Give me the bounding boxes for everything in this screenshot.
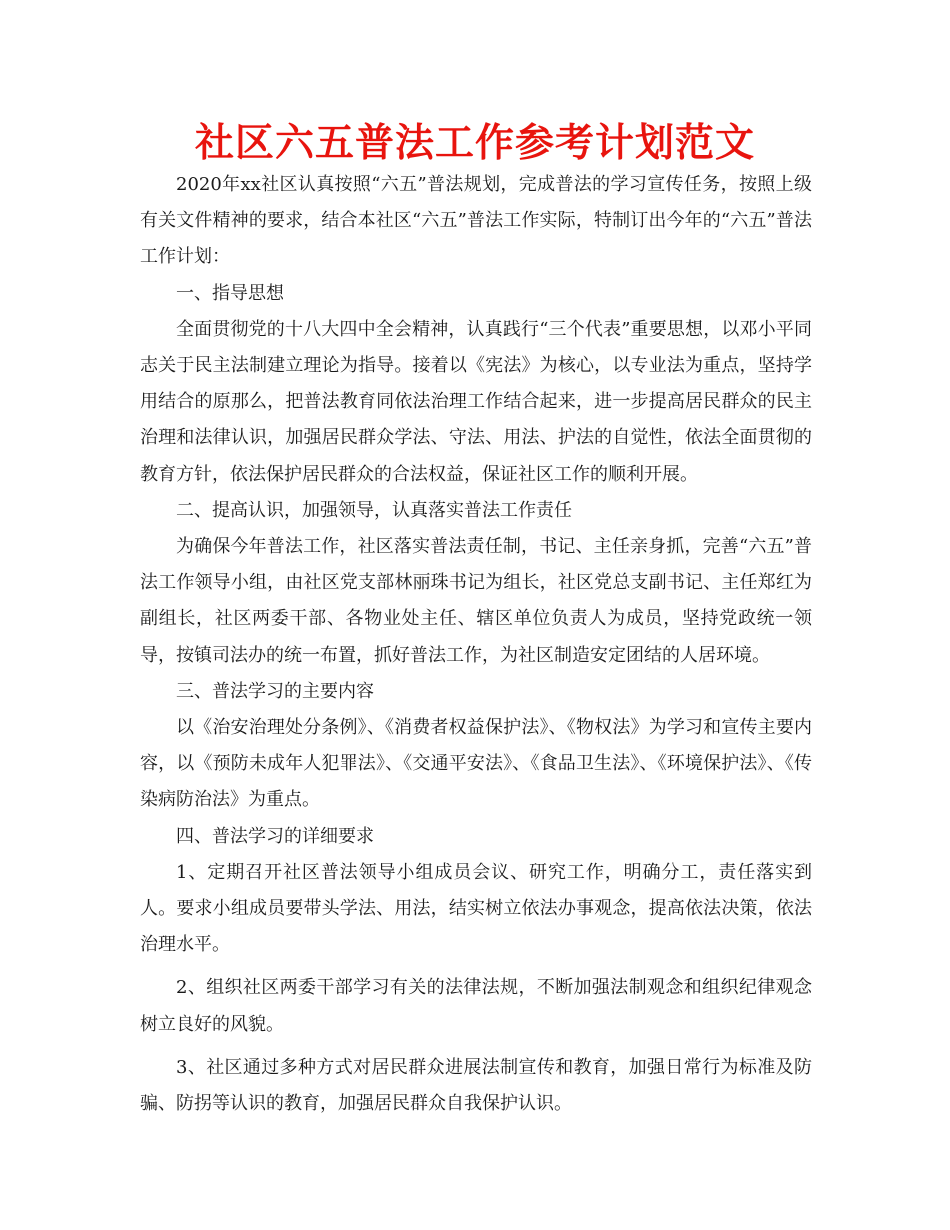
document-body [140, 167, 812, 1122]
section-heading-guiding-ideology: 一、指导思想 [176, 282, 284, 304]
requirement-item-2: 2、组织社区两委干部学习有关的法律法规，不断加强法制观念和组织纪律观念树立良好的风貌。 [140, 977, 812, 1035]
section-heading-requirements: 四、普法学习的详细要求 [176, 825, 374, 847]
section-heading-leadership: 二、提高认识，加强领导，认真落实普法工作责任 [176, 499, 572, 521]
paragraph-leadership: 为确保今年普法工作，社区落实普法责任制，书记、主任亲身抓，完善“六五”普法工作领导小组，由社区党支部林丽珠书记为组长，社区党总支副书记、主任郑红为副组长，社区两委干部、各物业处主任、辖区单位负责人为成员，坚持党政统一领导，按镇司法办的统一布置，抓好普法工作，为社区制造安定团结的人居环境。 [140, 536, 812, 666]
document-title: 社区六五普法工作参考计划范文 [194, 121, 755, 166]
paragraph-guiding-ideology: 全面贯彻党的十八大四中全会精神，认真践行“三个代表”重要思想，以邓小平同志关于民主法制建立理论为指导。接着以《宪法》为核心，以专业法为重点，坚持学用结合的原那么，把普法教育同依法治理工作结合起来，进一步提高居民群众的民主治理和法律认识，加强居民群众学法、守法、用法、护法的自觉性，依法全面贯彻的教育方针，依法保护居民群众的合法权益，保证社区工作的顺利开展。 [140, 318, 812, 485]
requirement-item-3: 3、社区通过多种方式对居民群众进展法制宣传和教育，加强日常行为标准及防骗、防拐等认识的教育，加强居民群众自我保护认识。 [140, 1056, 812, 1115]
section-heading-main-content: 三、普法学习的主要内容 [176, 680, 374, 702]
requirement-item-1: 1、定期召开社区普法领导小组成员会议、研究工作，明确分工，责任落实到人。要求小组成员要带头学法、用法，结实树立依法办事观念，提高依法决策，依法治理水平。 [140, 861, 812, 956]
intro-paragraph: 2020年xx社区认真按照“六五”普法规划，完成普法的学习宣传任务，按照上级有关文件精神的要求，结合本社区“六五”普法工作实际，特制订出今年的“六五”普法工作计划： [140, 174, 812, 268]
paragraph-main-content: 以《治安治理处分条例》、《消费者权益保护法》、《物权法》为学习和宣传主要内容，以《预防未成年人犯罪法》、《交通平安法》、《食品卫生法》、《环境保护法》、《传染病防治法》为重点。 [140, 717, 812, 811]
